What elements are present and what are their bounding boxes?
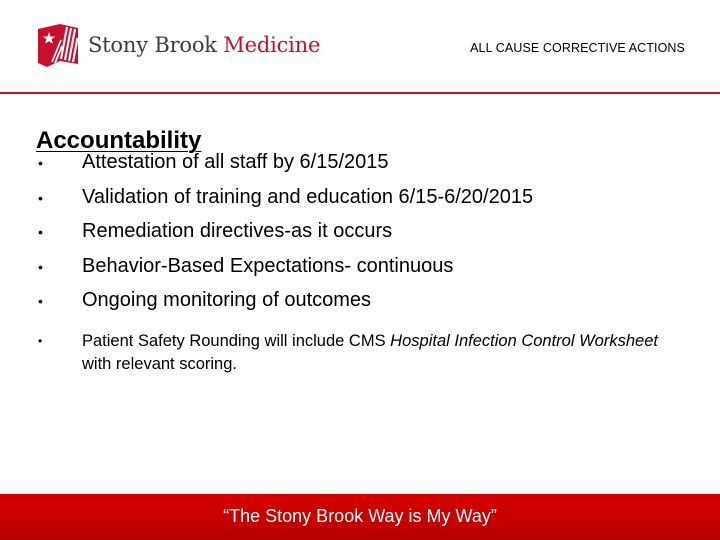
star-stripes-shield-icon [36, 22, 80, 68]
list-item [38, 286, 688, 321]
patient-safety-rounding-text [82, 330, 682, 376]
list-item [38, 183, 688, 218]
list-item [38, 148, 688, 183]
bullet-text: Validation of training and education 6/15-6/20/2015 [82, 185, 534, 208]
header-divider [0, 92, 720, 94]
slide-footer [0, 494, 720, 540]
bullet-text: Remediation directives-as it occurs [82, 220, 393, 242]
slide-header [0, 0, 720, 92]
bullet-text: Ongoing monitoring of outcomes [82, 289, 372, 311]
bullet-icon: • [38, 293, 43, 309]
list-item [38, 217, 688, 252]
bullet-text-suffix: with relevant scoring. [82, 354, 237, 373]
logo-wordmark-stony-brook: Stony Brook [88, 33, 224, 57]
stony-brook-medicine-logo [36, 22, 320, 68]
slide-title: Accountability [36, 127, 202, 155]
bullet-icon: • [38, 189, 43, 206]
list-item [38, 252, 688, 287]
bullet-icon: • [38, 155, 43, 171]
bullet-text-prefix: Patient Safety Rounding will include CMS [82, 331, 391, 350]
bullet-text: Behavior-Based Expectations- continuous [82, 254, 454, 277]
bullet-icon: • [38, 333, 43, 348]
bullet-icon: • [38, 224, 43, 240]
footer-quote: “The Stony Brook Way is My Way” [223, 506, 497, 526]
logo-wordmark [88, 33, 320, 57]
patient-safety-rounding-item [38, 330, 688, 376]
bullet-text: Attestation of all staff by 6/15/2015 [82, 151, 389, 173]
accountability-bullet-list [38, 148, 688, 376]
worksheet-title: Hospital Infection Control Worksheet [390, 331, 658, 350]
bullet-icon: • [38, 258, 43, 275]
section-caption: ALL CAUSE CORRECTIVE ACTIONS [470, 41, 685, 55]
logo-wordmark-medicine: Medicine [223, 33, 321, 57]
